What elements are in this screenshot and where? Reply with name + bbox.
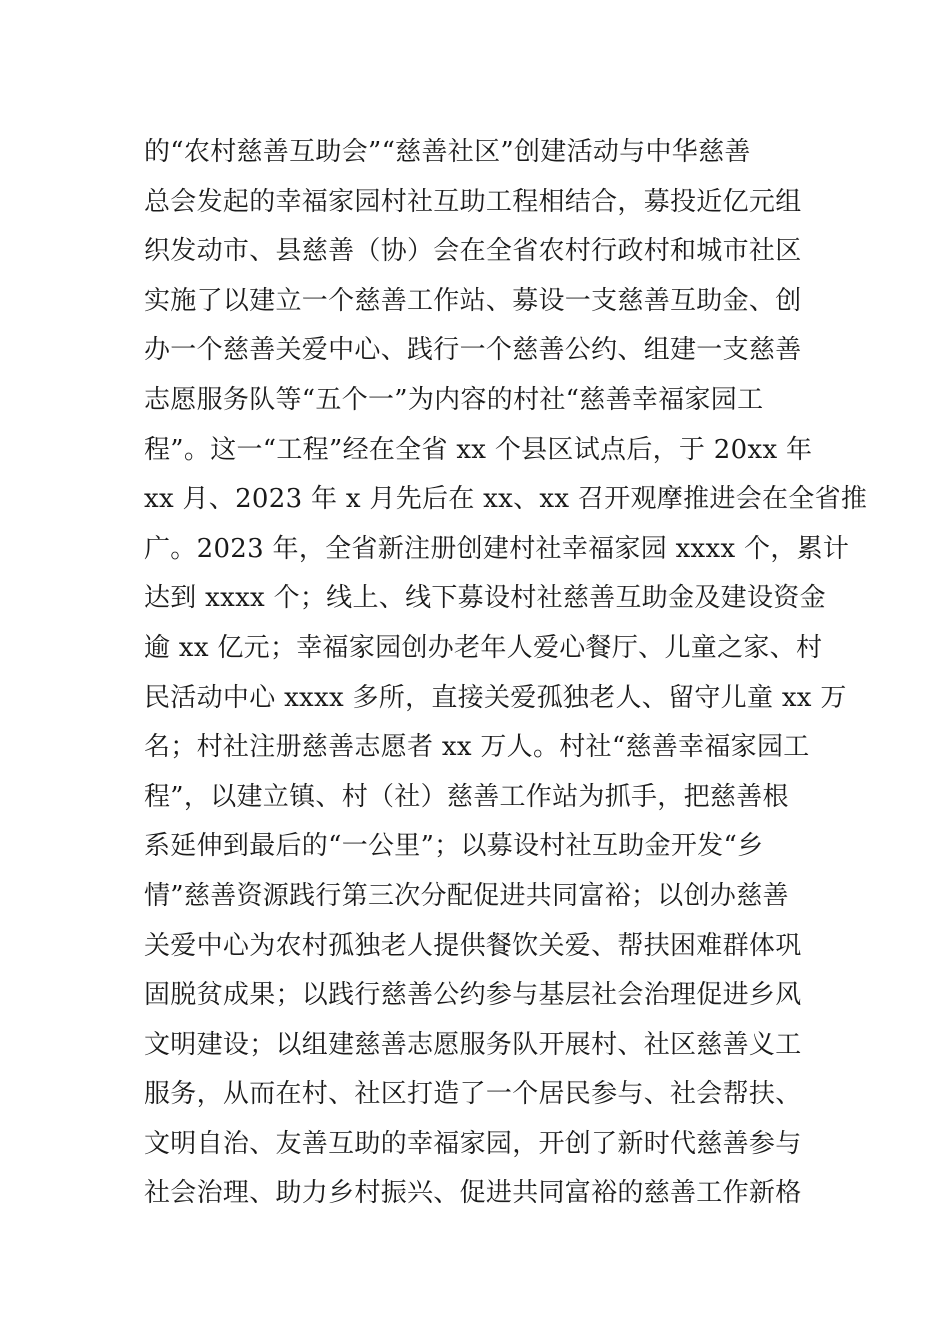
text-line: 织发动市、县慈善（协）会在全省农村行政村和城市社区 xyxy=(144,236,802,267)
text-line: 民活动中心 xxxx 多所，直接关爱孤独老人、留守儿童 xx 万 xyxy=(144,682,847,713)
text-line: 办一个慈善关爱中心、践行一个慈善公约、组建一支慈善 xyxy=(144,335,802,366)
text-line: 服务，从而在村、社区打造了一个居民参与、社会帮扶、 xyxy=(144,1079,802,1110)
text-line: 名；村社注册慈善志愿者 xx 万人。村社“慈善幸福家园工 xyxy=(144,732,810,763)
text-line: 情”慈善资源践行第三次分配促进共同富裕；以创办慈善 xyxy=(144,880,789,911)
text-line: 程”。这一“工程”经在全省 xx 个县区试点后，于 20xx 年 xyxy=(144,434,813,465)
text-line: 逾 xx 亿元；幸福家园创办老年人爱心餐厅、儿童之家、村 xyxy=(144,632,823,663)
text-line: 达到 xxxx 个；线上、线下募设村社慈善互助金及建设资金 xyxy=(144,583,826,614)
text-line: 程”，以建立镇、村（社）慈善工作站为抓手，把慈善根 xyxy=(144,781,789,812)
text-line: 社会治理、助力乡村振兴、促进共同富裕的慈善工作新格 xyxy=(144,1178,802,1209)
text-line: 志愿服务队等“五个一”为内容的村社“慈善幸福家园工 xyxy=(144,384,764,415)
text-line: 固脱贫成果；以践行慈善公约参与基层社会治理促进乡风 xyxy=(144,980,802,1011)
text-line: 实施了以建立一个慈善工作站、募设一支慈善互助金、创 xyxy=(144,285,802,316)
text-line: 的“农村慈善互助会”“慈善社区”创建活动与中华慈善 xyxy=(144,137,751,167)
text-line: 文明建设；以组建慈善志愿服务队开展村、社区慈善义工 xyxy=(144,1029,802,1060)
text-line: 总会发起的幸福家园村社互助工程相结合，募投近亿元组 xyxy=(144,186,802,217)
text-line: 广。2023 年，全省新注册创建村社幸福家园 xxxx 个，累计 xyxy=(144,533,850,564)
body-paragraph xyxy=(144,128,868,1219)
text-line: xx 月、2023 年 x 月先后在 xx、xx 召开观摩推进会在全省推 xyxy=(144,484,868,515)
text-line: 系延伸到最后的“一公里”；以募设村社互助金开发“乡 xyxy=(144,831,764,862)
text-line: 关爱中心为农村孤独老人提供餐饮关爱、帮扶困难群体巩 xyxy=(144,930,802,961)
text-line: 文明自治、友善互助的幸福家园，开创了新时代慈善参与 xyxy=(144,1128,802,1159)
